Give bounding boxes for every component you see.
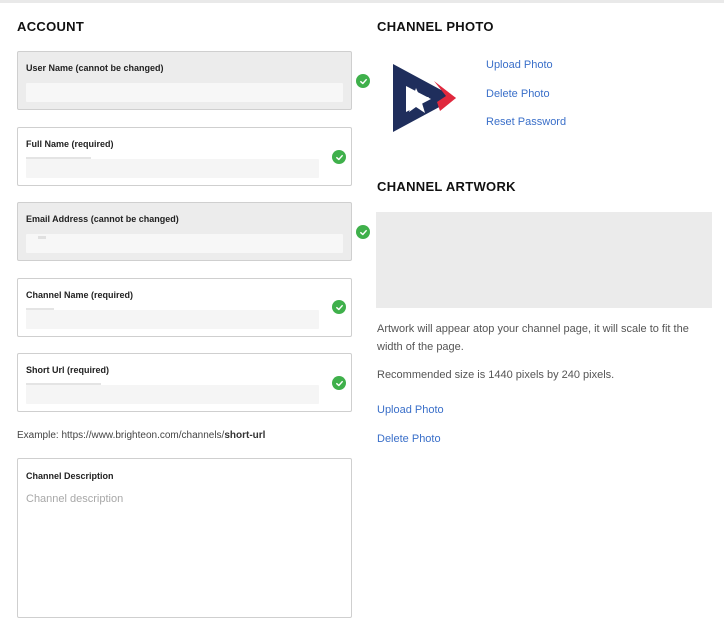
top-border — [0, 0, 724, 3]
reset-password-link[interactable]: Reset Password — [486, 116, 567, 128]
upload-photo-link[interactable]: Upload Photo — [486, 59, 553, 71]
fullname-field[interactable] — [17, 127, 352, 186]
username-input — [26, 83, 343, 102]
account-section-title: ACCOUNT — [17, 19, 85, 34]
channel-name-input[interactable] — [26, 310, 319, 329]
example-prefix: Example: https://www.brighteon.com/channels/ — [17, 430, 225, 441]
email-check-icon — [356, 225, 370, 239]
fullname-input[interactable] — [26, 159, 319, 178]
channel-name-field[interactable] — [17, 278, 352, 337]
channel-name-check-icon — [332, 300, 346, 314]
delete-photo-link[interactable]: Delete Photo — [486, 88, 550, 100]
artwork-note: Artwork will appear atop your channel page, it will scale to fit the width of the page. — [377, 323, 689, 353]
email-input — [26, 234, 343, 253]
short-url-input[interactable] — [26, 385, 319, 404]
channel-photo-section-title: CHANNEL PHOTO — [377, 19, 494, 34]
artwork-size-note: Recommended size is 1440 pixels by 240 pixels. — [377, 369, 615, 381]
fullname-check-icon — [332, 150, 346, 164]
delete-artwork-link[interactable]: Delete Photo — [377, 433, 441, 445]
username-check-icon — [356, 74, 370, 88]
email-field — [17, 202, 352, 261]
username-field — [17, 51, 352, 110]
short-url-example — [17, 430, 265, 441]
channel-name-label: Channel Name (required) — [26, 290, 134, 300]
channel-description-label: Channel Description — [26, 471, 114, 481]
email-label: Email Address (cannot be changed) — [26, 214, 179, 224]
upload-artwork-link[interactable]: Upload Photo — [377, 404, 444, 416]
email-text-redacted — [38, 236, 46, 239]
channel-description-field[interactable] — [17, 458, 352, 618]
short-url-label: Short Url (required) — [26, 365, 110, 375]
short-url-check-icon — [332, 376, 346, 390]
username-label: User Name (cannot be changed) — [26, 63, 164, 73]
channel-description-textarea[interactable]: Channel description — [26, 493, 124, 505]
example-suffix: short-url — [224, 430, 266, 441]
fullname-label: Full Name (required) — [26, 139, 114, 149]
channel-artwork-section-title: CHANNEL ARTWORK — [377, 179, 516, 194]
short-url-field[interactable] — [17, 353, 352, 412]
channel-logo-icon — [390, 60, 460, 136]
channel-artwork-preview — [376, 212, 712, 308]
